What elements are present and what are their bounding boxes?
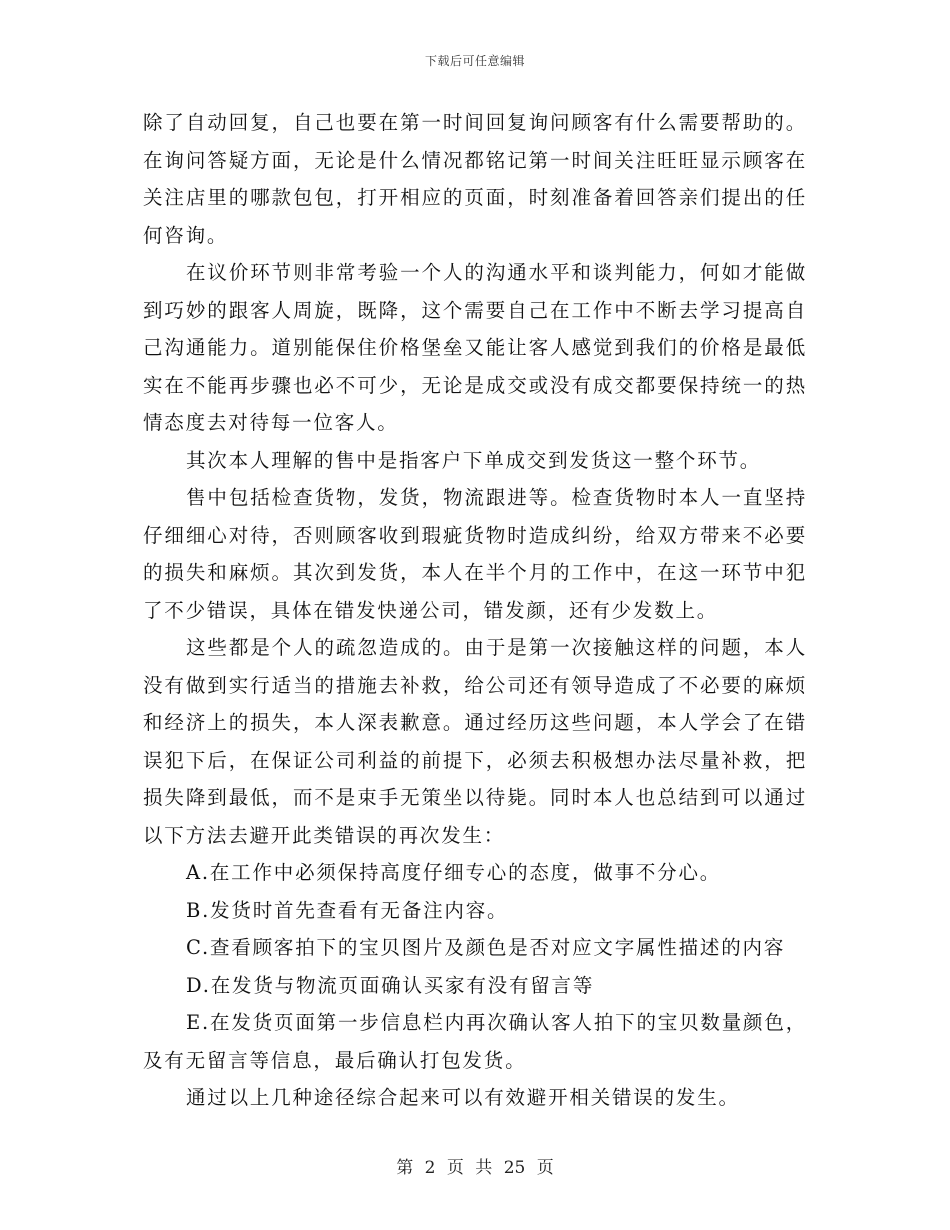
paragraph-closing: 通过以上几种途径综合起来可以有效避开相关错误的发生。	[186, 1086, 740, 1109]
page-number-footer: 第 2 页 共 25 页	[396, 1158, 554, 1178]
paragraph-1: 除了自动回复，自己也要在第一时间回复询问顾客有什么需要帮助的。在询问答疑方面，无论是什么情况都铭记第一时间关注旺旺显示顾客在关注店里的哪款包包，打开相应的页面，时刻准备着回答亲们提出的任何咨询。	[143, 111, 807, 247]
list-item-e: E.在发货页面第一步信息栏内再次确认客人拍下的宝贝数量颜色，及有无留言等信息，最后确认打包发货。	[143, 1011, 807, 1072]
list-item-d: D.在发货与物流页面确认买家有没有留言等	[186, 973, 595, 997]
paragraph-2: 在议价环节则非常考验一个人的沟通水平和谈判能力，何如才能做到巧妙的跟客人周旋，既降，这个需要自己在工作中不断去学习提高自己沟通能力。道别能保住价格堡垒又能让客人感觉到我们的价格是最低实在不能再步骤也必不可少，无论是成交或没有成交都要保持统一的热情态度去对待每一位客人。	[143, 261, 807, 434]
document-body	[143, 104, 807, 1117]
page-header: 下载后可任意编辑	[424, 54, 525, 68]
paragraph-3: 其次本人理解的售中是指客户下单成交到发货这一整个环节。	[186, 448, 762, 472]
list-item-c: C.查看顾客拍下的宝贝图片及颜色是否对应文字属性描述的内容	[186, 936, 786, 959]
paragraph-4: 售中包括检查货物，发货，物流跟进等。检查货物时本人一直坚持仔细细心对待，否则顾客收到瑕疵货物时造成纠纷，给双方带来不必要的损失和麻烦。其次到发货，本人在半个月的工作中，在这一环节中犯了不少错误，具体在错发快递公司，错发颜，还有少发数上。	[143, 486, 807, 622]
list-item-a: A.在工作中必须保持高度仔细专心的态度，做事不分心。	[186, 861, 722, 884]
list-item-b: B.发货时首先查看有无备注内容。	[186, 898, 509, 922]
paragraph-5: 这些都是个人的疏忽造成的。由于是第一次接触这样的问题，本人没有做到实行适当的措施去补救，给公司还有领导造成了不必要的麻烦和经济上的损失，本人深表歉意。通过经历这些问题，本人学会了在错误犯下后，在保证公司利益的前提下，必须去积极想办法尽量补救，把损失降到最低，而不是束手无策坐以待毙。同时本人也总结到可以通过以下方法去避开此类错误的再次发生：	[143, 636, 807, 847]
